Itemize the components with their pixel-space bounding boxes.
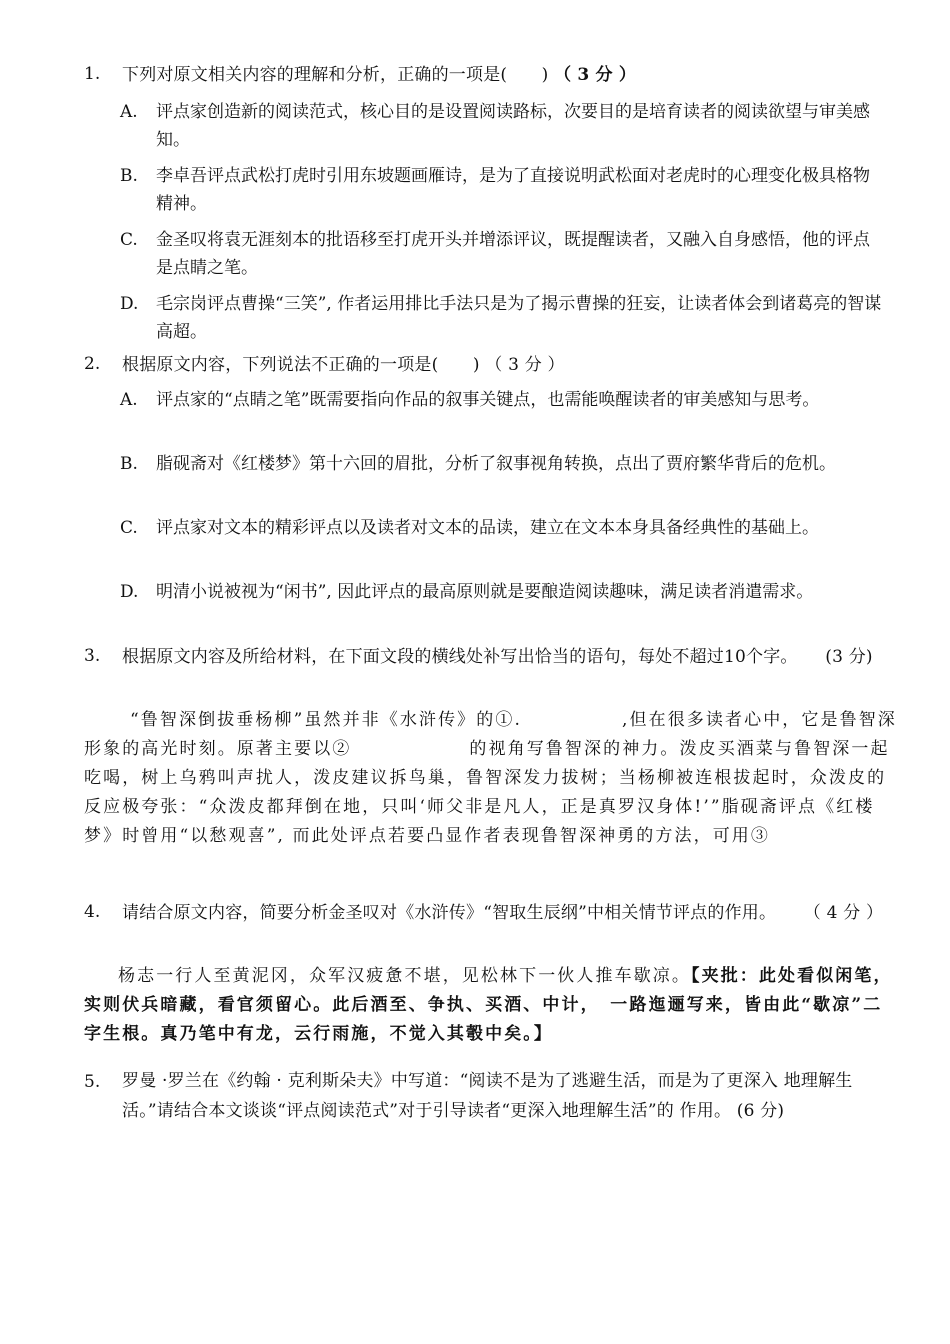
question-2-text: 根据原文内容，下列说法不正确的一项是( ) xyxy=(122,355,480,375)
option-letter: D. xyxy=(120,294,139,314)
question-3-text: 根据原文内容及所给材料，在下面文段的横线处补写出恰当的语句，每处不超过10个字。 xyxy=(122,647,798,667)
option-text: 明清小说被视为“闲书”, 因此评点的最高原则就是要酿造阅读趣味，满足读者消遣需求。 xyxy=(156,582,814,602)
question-1-number: 1. xyxy=(84,64,101,84)
passage-annotation: 【夹批：此处看似闲笔，实则伏兵暗藏，看官须留心。此后酒至、争执、买酒、中计， 一路迤逦写来，皆由此“歇凉”二字生根。真乃笔中有龙，云行雨施，不觉入其彀中矣。】 xyxy=(84,966,893,1044)
option-text: 金圣叹将袁无涯刻本的批语移至打虎开头并增添评议，既提醒读者，又融入自身感悟，他的评点是点睛之笔。 xyxy=(156,230,870,278)
option-letter: C. xyxy=(120,230,138,250)
option-letter: D. xyxy=(120,582,139,602)
question-5-score: (6 分) xyxy=(736,1101,785,1121)
q2-option-a[interactable] xyxy=(120,386,885,414)
option-letter: B. xyxy=(120,454,138,474)
question-3-passage xyxy=(84,706,899,851)
passage-part-2: ,但在很多读者心中，它是鲁智深形象的高光时刻。原著主要以② xyxy=(84,710,897,759)
question-4-passage xyxy=(84,962,899,1049)
q2-option-c[interactable] xyxy=(120,514,885,542)
question-4-stem xyxy=(122,898,892,928)
option-text: 评点家创造新的阅读范式，核心目的是设置阅读路标，次要目的是培育读者的阅读欲望与审美感知。 xyxy=(156,102,870,150)
q1-option-d[interactable] xyxy=(120,290,885,346)
option-letter: B. xyxy=(120,166,138,186)
q1-option-c[interactable] xyxy=(120,226,885,282)
question-2-number: 2. xyxy=(84,354,101,374)
question-1-score: （ 3 分 ） xyxy=(554,65,637,85)
option-text: 评点家对文本的精彩评点以及读者对文本的品读，建立在文本本身具备经典性的基础上。 xyxy=(156,518,819,538)
question-2-score: （ 3 分 ） xyxy=(485,355,565,375)
q2-option-d[interactable] xyxy=(120,578,885,606)
question-1-stem xyxy=(122,60,892,90)
option-letter: A. xyxy=(120,102,138,122)
passage-part-1: “鲁智深倒拔垂杨柳”虽然并非《水浒传》的①. xyxy=(130,710,522,730)
q1-option-b[interactable] xyxy=(120,162,885,218)
option-text: 毛宗岗评点曹操“三笑”, 作者运用排比手法只是为了揭示曹操的狂妄，让读者体会到诸葛亮的智谋高超。 xyxy=(156,294,882,342)
option-text: 脂砚斋对《红楼梦》第十六回的眉批，分析了叙事视角转换，点出了贾府繁华背后的危机。 xyxy=(156,454,836,474)
question-4-number: 4. xyxy=(84,902,101,922)
question-3-stem xyxy=(122,642,892,672)
question-4-text: 请结合原文内容，简要分析金圣叹对《水浒传》“智取生辰纲”中相关情节评点的作用。 xyxy=(122,903,777,923)
option-text: 李卓吾评点武松打虎时引用东坡题画雁诗，是为了直接说明武松面对老虎时的心理变化极具格物精神。 xyxy=(156,166,870,214)
option-letter: C. xyxy=(120,518,138,538)
passage-part-1: 杨志一行人至黄泥冈，众军汉疲惫不堪，见松林下一伙人推车歇凉。 xyxy=(118,966,691,986)
question-4-score: （ 4 分 ） xyxy=(803,903,884,923)
question-3-score: (3 分) xyxy=(825,647,873,667)
passage-part-3: 的视角写鲁智深的神力。泼皮买酒菜与鲁智深一起吃喝，树上乌鸦叫声扰人，泼皮建议拆鸟巢，鲁智深发力拔树；当杨柳被连根拔起时，众泼皮的反应极夸张：“众泼皮都拜倒在地，只叫‘师父非是凡人，正是真罗汉身体!’”脂砚斋评点《红楼梦》时曾用“以愁观喜”, 而此处评点若要凸显作者表现鲁智深神勇的方法，可用③ xyxy=(84,739,890,846)
question-5-stem xyxy=(122,1066,882,1126)
question-1-text: 下列对原文相关内容的理解和分析，正确的一项是( ) xyxy=(122,65,549,85)
q1-option-a[interactable] xyxy=(120,98,885,154)
question-3-number: 3. xyxy=(84,646,101,666)
question-2-stem xyxy=(122,350,892,380)
q2-option-b[interactable] xyxy=(120,450,885,478)
question-5-number: 5. xyxy=(84,1072,101,1092)
option-text: 评点家的“点睛之笔”既需要指向作品的叙事关键点，也需能唤醒读者的审美感知与思考。 xyxy=(156,390,820,410)
option-letter: A. xyxy=(120,390,138,410)
question-5-text: 罗曼 ·罗兰在《约翰 · 克利斯朵夫》中写道：“阅读不是为了逃避生活，而是为了更深入 地理解生活。”请结合本文谈谈“评点阅读范式”对于引导读者“更深入地理解生活”的 作用。 xyxy=(122,1071,853,1121)
